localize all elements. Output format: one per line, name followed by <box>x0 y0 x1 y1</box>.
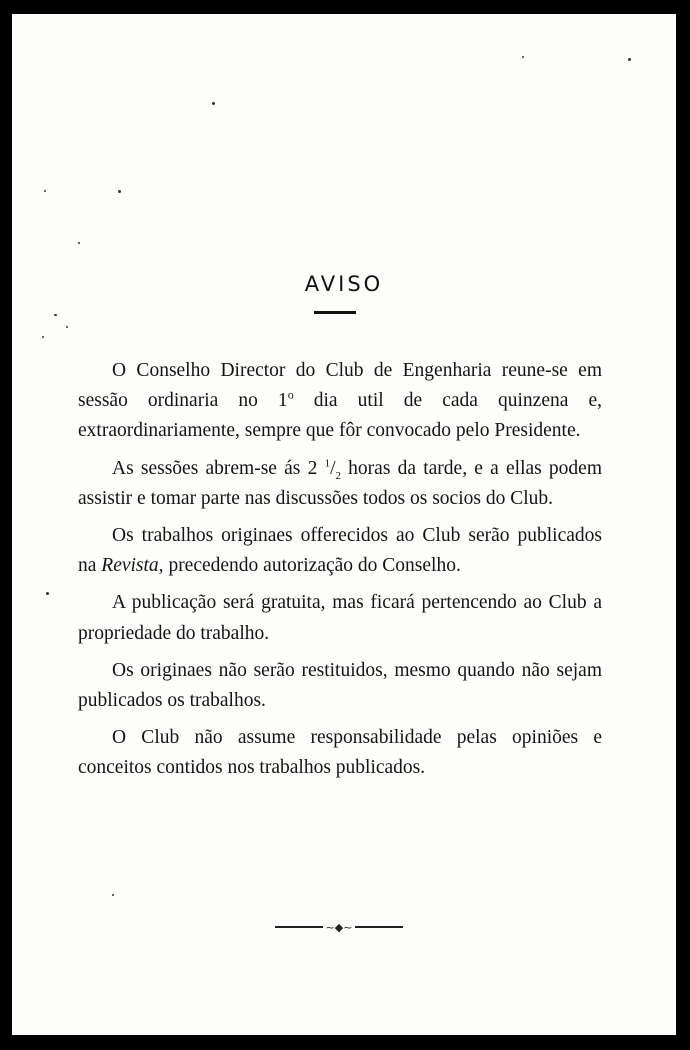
document-page <box>12 14 676 1035</box>
ordinal-superscript: o <box>287 387 294 402</box>
fraction-numerator: 1 <box>324 457 331 470</box>
paragraph-responsibility: O Club não assume responsabilidade pelas opiniões e conceitos contidos nos trabalhos publicados. <box>78 727 602 779</box>
paragraph-session-hours <box>78 454 602 514</box>
ornament-line-left <box>275 926 323 928</box>
scan-speck <box>44 190 46 192</box>
scan-speck <box>212 102 215 105</box>
fraction-denominator: 2 <box>335 469 341 482</box>
paragraph-publication: A publicação será gratuita, mas ficará pertencendo ao Club a propriedade do trabalho. <box>78 592 602 644</box>
paragraph-text: dia util de cada quinzena e, extraordinariamente, sempre que fôr convocado pelo Presidente. <box>78 390 602 442</box>
paragraph-text: As sessões abrem-se ás 2 <box>112 457 325 479</box>
paragraph-text: precedendo autorização do Conselho. <box>163 555 461 577</box>
scan-speck <box>78 242 80 244</box>
end-ornament <box>274 919 404 935</box>
scan-speck <box>66 326 68 328</box>
scan-speck <box>522 56 524 58</box>
scan-speck <box>112 894 114 896</box>
ornament-flourish-icon: ~◆~ <box>325 920 353 934</box>
scan-speck <box>46 592 49 595</box>
paragraph-council-sessions <box>78 356 602 447</box>
page-title: AVISO <box>304 272 384 297</box>
fraction-slash: / <box>330 457 336 479</box>
ornament-line-right <box>355 926 403 928</box>
scan-speck <box>628 58 631 61</box>
paragraph-text: horas da tarde, e a ellas podem assistir e tomar parte nas discussões todos os socios do Club. <box>78 457 603 509</box>
scan-speck <box>118 190 121 193</box>
paragraph-original-works <box>78 521 602 581</box>
scan-speck <box>42 336 44 338</box>
paragraph-text: O Conselho Director do Club de Engenharia reune-se em sessão ordinaria no 1 <box>78 360 602 412</box>
title-underline <box>314 311 356 314</box>
paragraph-originals: Os originaes não serão restituidos, mesmo quando não sejam publicados os trabalhos. <box>78 659 602 712</box>
scan-speck <box>54 314 57 316</box>
paragraph-text: Os trabalhos originaes offerecidos ao Club serão publicados na <box>78 525 602 577</box>
journal-name: Revista, <box>101 555 164 577</box>
notice-body <box>78 356 602 791</box>
